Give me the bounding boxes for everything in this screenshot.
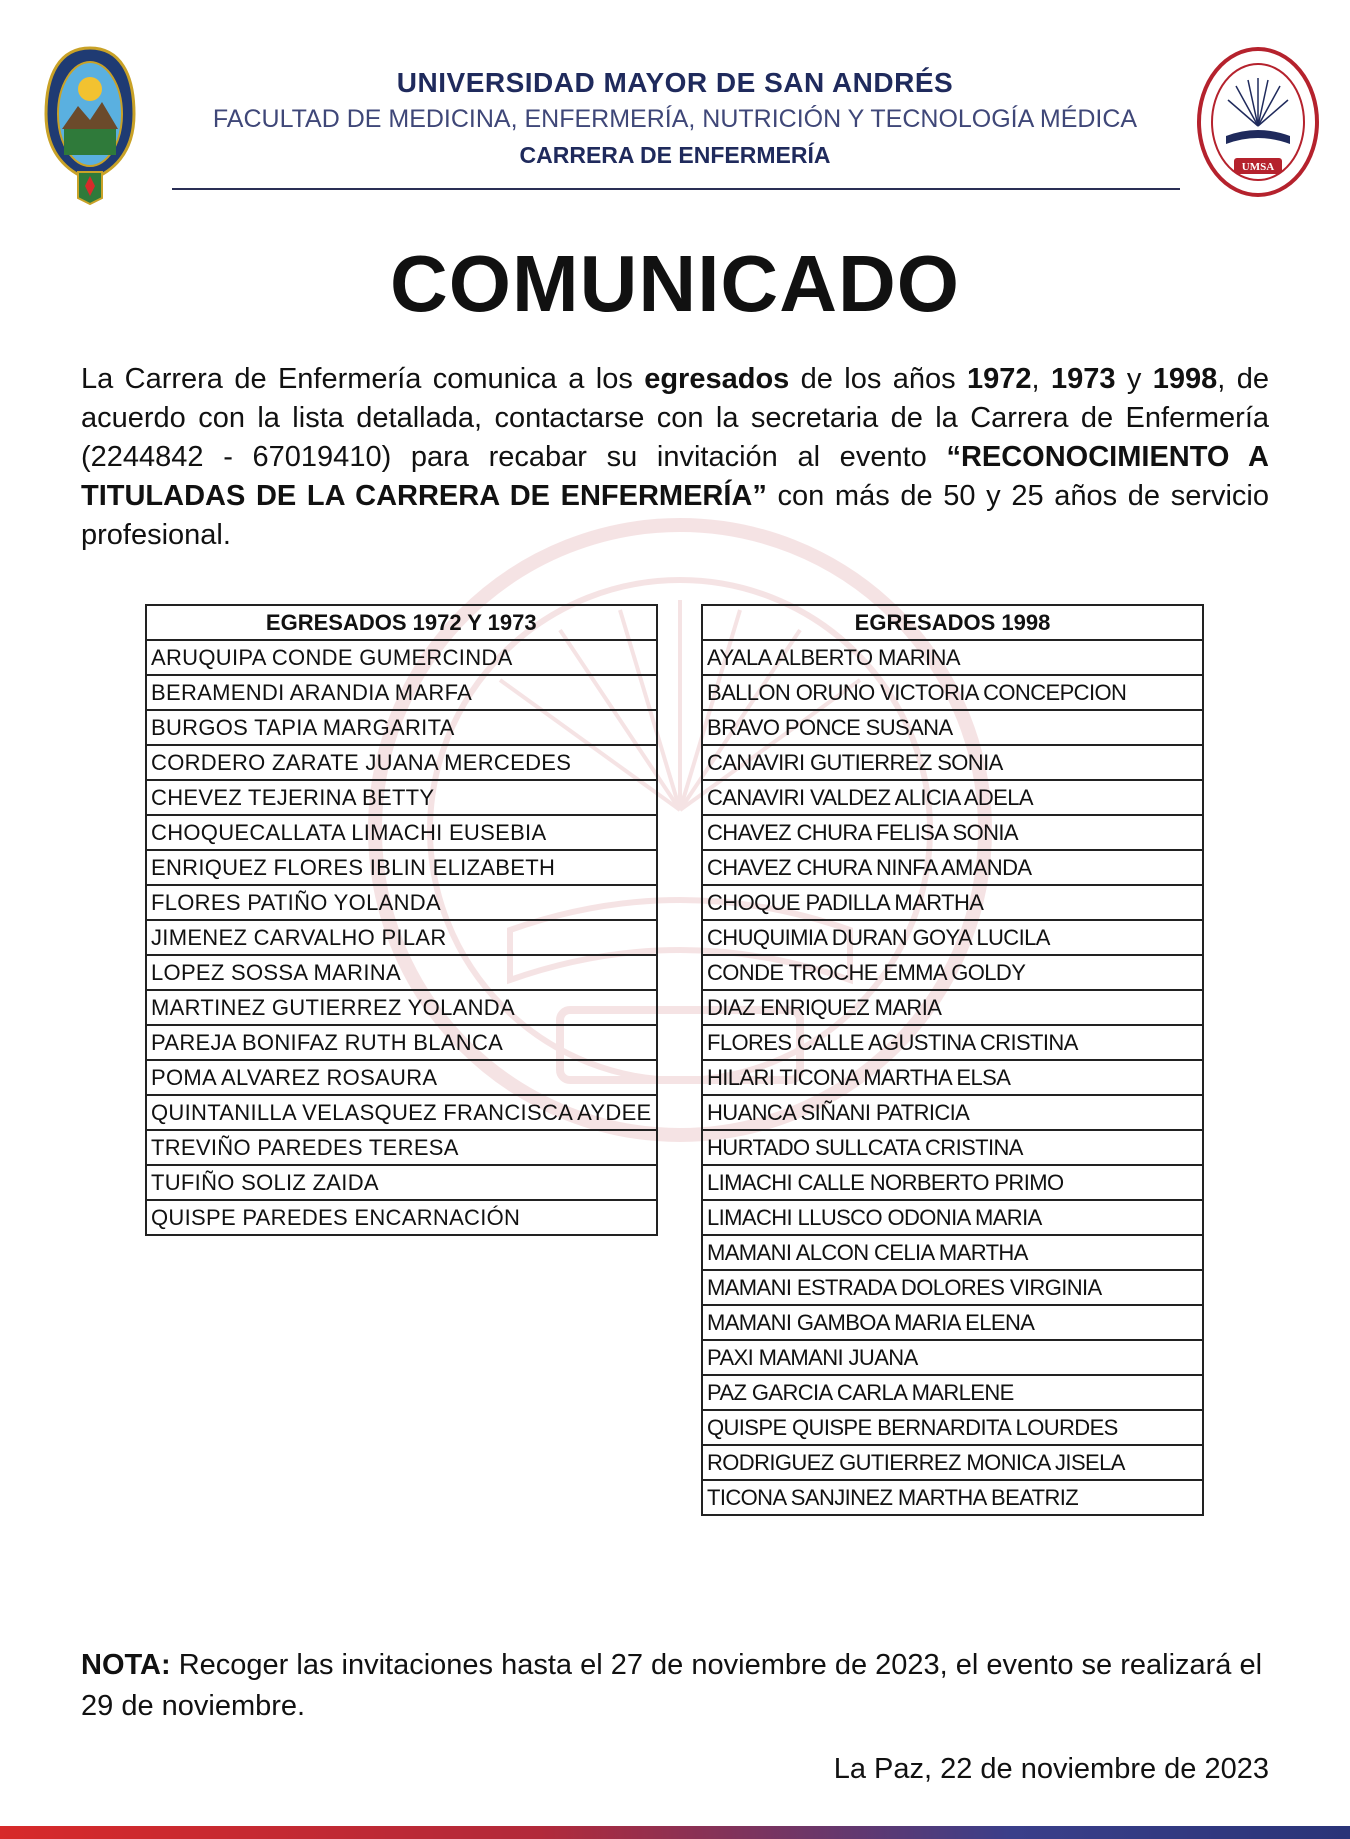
table-cell-name: TICONA SANJINEZ MARTHA BEATRIZ (702, 1480, 1203, 1515)
table-row (702, 1095, 1203, 1130)
table-row (146, 990, 657, 1025)
intro-bold: 1998 (1152, 363, 1218, 395)
umsa-shield-logo-icon (40, 44, 140, 206)
table-row (146, 1025, 657, 1060)
faculty-name: FACULTAD DE MEDICINA, ENFERMERÍA, NUTRICIÓN Y TECNOLOGÍA MÉDICA (212, 105, 1138, 133)
table-cell-name: DIAZ ENRIQUEZ MARIA (702, 990, 1203, 1025)
intro-bold: egresados (644, 363, 790, 395)
table-cell-name: HUANCA SIÑANI PATRICIA (702, 1095, 1203, 1130)
table-row (146, 640, 657, 675)
issue-date: La Paz, 22 de noviembre de 2023 (833, 1753, 1269, 1785)
table-cell-name: ENRIQUEZ FLORES IBLIN ELIZABETH (146, 850, 657, 885)
table-cell-name: AYALA ALBERTO MARINA (702, 640, 1203, 675)
table-row (702, 1305, 1203, 1340)
table-row (702, 1410, 1203, 1445)
table-cell-name: FLORES CALLE AGUSTINA CRISTINA (702, 1025, 1203, 1060)
table-cell-name: CONDE TROCHE EMMA GOLDY (702, 955, 1203, 990)
table-header: EGRESADOS 1998 (702, 605, 1203, 640)
university-name: UNIVERSIDAD MAYOR DE SAN ANDRÉS (396, 67, 954, 98)
table-cell-name: CHEVEZ TEJERINA BETTY (146, 780, 657, 815)
table-row (702, 850, 1203, 885)
table-row (702, 1165, 1203, 1200)
table-row (146, 885, 657, 920)
table-cell-name: LOPEZ SOSSA MARINA (146, 955, 657, 990)
page-title: COMUNICADO (390, 239, 960, 328)
table-cell-name: TUFIÑO SOLIZ ZAIDA (146, 1165, 657, 1200)
table-row (146, 1095, 657, 1130)
table-row (702, 990, 1203, 1025)
intro-bold: 1972 (967, 363, 1032, 395)
table-header: EGRESADOS 1972 Y 1973 (146, 605, 657, 640)
table-cell-name: FLORES PATIÑO YOLANDA (146, 885, 657, 920)
intro-text: , (1031, 363, 1051, 395)
table-cell-name: PAXI MAMANI JUANA (702, 1340, 1203, 1375)
table-cell-name: CHOQUE PADILLA MARTHA (702, 885, 1203, 920)
table-cell-name: ARUQUIPA CONDE GUMERCINDA (146, 640, 657, 675)
note-paragraph (81, 1645, 1269, 1727)
header-divider (172, 188, 1180, 190)
table-row (702, 1235, 1203, 1270)
table-cell-name: BERAMENDI ARANDIA MARFA (146, 675, 657, 710)
table-row (146, 675, 657, 710)
intro-bold: 1973 (1050, 363, 1116, 395)
table-row (702, 955, 1203, 990)
table-egresados-1998 (701, 604, 1204, 1516)
table-cell-name: CHAVEZ CHURA NINFA AMANDA (702, 850, 1203, 885)
intro-text: de los años (789, 363, 968, 395)
table-cell-name: TREVIÑO PAREDES TERESA (146, 1130, 657, 1165)
table-row (146, 920, 657, 955)
table-row (702, 1060, 1203, 1095)
table-row (702, 1480, 1203, 1515)
table-row (146, 745, 657, 780)
table-row (146, 1200, 657, 1235)
table-cell-name: MAMANI ESTRADA DOLORES VIRGINIA (702, 1270, 1203, 1305)
intro-text: con más de 50 y 25 años de servicio profesional. (81, 480, 1269, 551)
table-row (702, 1200, 1203, 1235)
table-row (146, 1060, 657, 1095)
table-cell-name: JIMENEZ CARVALHO PILAR (146, 920, 657, 955)
table-row (702, 745, 1203, 780)
table-cell-name: QUISPE QUISPE BERNARDITA LOURDES (702, 1410, 1203, 1445)
event-name: “RECONOCIMIENTO A TITULADAS DE LA CARRERA DE ENFERMERÍA” (81, 441, 1270, 512)
table-row (702, 815, 1203, 850)
table-cell-name: CANAVIRI GUTIERREZ SONIA (702, 745, 1203, 780)
table-cell-name: BURGOS TAPIA MARGARITA (146, 710, 657, 745)
document-header (170, 66, 1180, 172)
table-row (702, 1445, 1203, 1480)
table-cell-name: CHAVEZ CHURA FELISA SONIA (702, 815, 1203, 850)
table-row (702, 1270, 1203, 1305)
table-egresados-1972-1973 (145, 604, 658, 1236)
table-row (702, 640, 1203, 675)
footer-color-bar (0, 1826, 1350, 1839)
carrera-enfermeria-seal-icon (1196, 46, 1320, 198)
table-row (146, 1165, 657, 1200)
table-cell-name: BALLON ORUNO VICTORIA CONCEPCION (702, 675, 1203, 710)
table-row (702, 885, 1203, 920)
career-name: CARRERA DE ENFERMERÍA (519, 142, 831, 168)
table-cell-name: LIMACHI CALLE NORBERTO PRIMO (702, 1165, 1203, 1200)
table-row (702, 1130, 1203, 1165)
table-cell-name: CORDERO ZARATE JUANA MERCEDES (146, 745, 657, 780)
table-cell-name: MAMANI GAMBOA MARIA ELENA (702, 1305, 1203, 1340)
table-cell-name: POMA ALVAREZ ROSAURA (146, 1060, 657, 1095)
table-cell-name: RODRIGUEZ GUTIERREZ MONICA JISELA (702, 1445, 1203, 1480)
table-row (146, 850, 657, 885)
table-cell-name: HURTADO SULLCATA CRISTINA (702, 1130, 1203, 1165)
note-label: NOTA: (81, 1649, 171, 1681)
note-text: Recoger las invitaciones hasta el 27 de noviembre de 2023, el evento se realizará el 29 de noviembre. (81, 1649, 1263, 1722)
table-cell-name: QUISPE PAREDES ENCARNACIÓN (146, 1200, 657, 1235)
table-row (146, 710, 657, 745)
table-cell-name: MAMANI ALCON CELIA MARTHA (702, 1235, 1203, 1270)
table-row (702, 1375, 1203, 1410)
table-row (146, 1130, 657, 1165)
table-row (702, 920, 1203, 955)
table-row (146, 780, 657, 815)
seal-abbrev: UMSA (1241, 161, 1275, 173)
table-cell-name: CHOQUECALLATA LIMACHI EUSEBIA (146, 815, 657, 850)
table-row (146, 815, 657, 850)
table-cell-name: HILARI TICONA MARTHA ELSA (702, 1060, 1203, 1095)
table-row (146, 955, 657, 990)
intro-text: , de acuerdo con la lista detallada, contactarse con la secretaria de la Carrera de Enfermería (2244842 - 67019410) para recabar su invitación al evento (81, 363, 1269, 473)
table-row (702, 780, 1203, 815)
table-cell-name: PAREJA BONIFAZ RUTH BLANCA (146, 1025, 657, 1060)
table-row (702, 710, 1203, 745)
table-cell-name: CHUQUIMIA DURAN GOYA LUCILA (702, 920, 1203, 955)
table-row (702, 1025, 1203, 1060)
table-row (702, 1340, 1203, 1375)
intro-text: y (1115, 363, 1153, 395)
intro-text: La Carrera de Enfermería comunica a los (81, 363, 645, 395)
table-cell-name: MARTINEZ GUTIERREZ YOLANDA (146, 990, 657, 1025)
table-cell-name: CANAVIRI VALDEZ ALICIA ADELA (702, 780, 1203, 815)
table-cell-name: BRAVO PONCE SUSANA (702, 710, 1203, 745)
table-cell-name: LIMACHI LLUSCO ODONIA MARIA (702, 1200, 1203, 1235)
table-cell-name: QUINTANILLA VELASQUEZ FRANCISCA AYDEE (146, 1095, 657, 1130)
table-row (702, 675, 1203, 710)
table-cell-name: PAZ GARCIA CARLA MARLENE (702, 1375, 1203, 1410)
intro-paragraph (81, 360, 1269, 555)
